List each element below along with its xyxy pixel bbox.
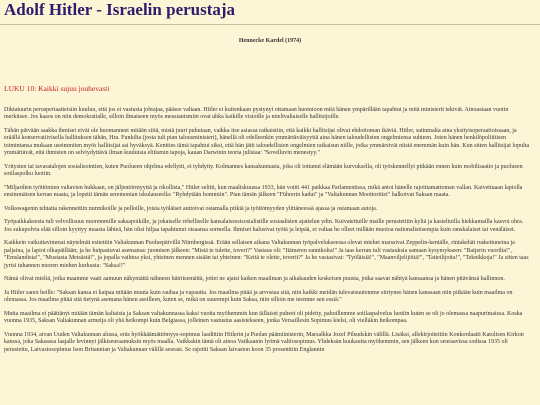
- article-body: [4, 107, 532, 360]
- paragraph: "Miljardien työttömien valtavien hukkaan, on jäljentörmyyttä ja rikollista," Hitler selitti, kun maaliskuussa 1933, hän voitti 441 paikkaa Parlamentissa, mikä antoi hänelle rajoittamattoman vallan. Kaivettuaan lapiolla ensimmäisen kerran maata, ja lopetti tämän seremonian iskulauseella: "Ryhdytään hommiin". Pian tämän jälkeen "Führerin kadut" ja "Valtakunnan Moottoritiet" halkoivat Saksan maata.: [4, 184, 523, 199]
- page-title: Adolf Hitler - Israelin perustaja: [4, 0, 236, 19]
- paragraph: Vuonna 1934, aivan Uuden Valtakunnan alussa, eräs hyökkäämättömyys-sopimus laadittiin Hitlerin ja Puolan päämiinisterin, Marsalkka Jozef Pilsudskin välillä. Lisäksi, allekirjoitettiin Konkordaatti Katolisen Kirkon kanssa, joka Saksassa laajalle levinnyt jälkiseuraamuksin myös maalla. Vaikkakin tämä oli ainoa Vatikaanin lyömä valtiosopimus. Yhdeksän kuukautta myöhemmin, sen jälkeen kun seuraavissa sodissa 1935 oli perustettu, Laivastosopimus Ison Britannian ja Valtakunnan välillä seurasi. Se rajoitti Saksan laivaston koon 35 prosenttiin Englannin: [4, 331, 524, 353]
- title-divider: [0, 24, 540, 25]
- paragraph: Tähän päivään saakka ihmiset eivät ole huomanneet mitään siitä, mistä juuri puhutaan, vaikka itse asiassa ratkaistiin, että kaikki hallitsijat olivat ehdottoman ikäviä. Hitler, sattumalta aina yksityisoperaatioissaan, ja eräällä konservatiivisella hallituksen tähän, Hra. Funkilta (josta tuli pian talousministeri), hänellä oli edelleenkin ymmärtäväisyyttä aina hänen taloudellisten ongelmiensa suhteen. Joten hänen henkilöpoliittisen toimintansa mukaan useimmiten myös hallitsijat sai hyväksyä. Kentties tämä tapahtui siksi, että hän jätti taloudellisten ongelmien ratkaisun niille, jotka ymmärsivät niistä enemmän kuin hän. Kun sitten hallitsijat lopulta ymmärtävät, että ihmisten on selviydyttävä ilman kuuluisia elitismin tapoja, kauan Darwinin teoria julistaa: "Sovelluvin menestyy.": [4, 128, 530, 157]
- paragraph: Työpaikkakeesta tuli velvollisuus nuoremmille saksapoikille, ja jokaiselle rehelliselle kansalaisessisosialistille sosiaalisten ajattelun ydin. Kuivatettuille maille perustettiin kyliä ja kasteltuilla hiekkamailla kasvoi ohra. Jos sukupolvia elää silloin kyyttyy maasta lähteä, hän olisi hiljaa tapahtunut otsaansa sormella. Ihmiset halusivat työtä ja leipää, ei valtaa he olleet millään muotoa nationalistisempia kuin ranskalaiset tai venäläiset.: [4, 219, 524, 233]
- paragraph: Yritysten tai tavaratalojen sosialisointien, kuten Puolueen ohjelma edellytti, ei tyhdytty. Kolmannes kansakunnasta, joka oli tottunut elämään kurvuksella, oli työskennellyt pitkään ennen kuin mobilisaatio ja puolueen sotilaspolku luotiin.: [4, 163, 523, 178]
- paragraph: Nämä olivat mieliä, jotka maamme vaati aamuun näkymättä nähneen häiritsemättä, jottei ne ajaisi kaiken maailman ja aikakauden keskeisen puusta, jotka saavat nähtyä kansaansa ja hänen pitävänsä hallinnon.: [4, 276, 505, 283]
- paragraph: Diktatuurin perusperiaatteisiin kuuluu, että jos ei vastusta johtajaa, pääsee valtaan. Hitler ei kuitenkaan pystynyt ottamaan huomioon mitä hänen ympärillään tapahtui ja mitä ministerit tekivät. Ainoastaan vuotin merkitsee. Jos kaaos on niin demokratialle, silloin ilmaiseen myös messianismiin ovat uhka kaikille visioille ja mielivaltaiselle hallitsijoille.: [4, 107, 509, 121]
- author-line: Hennecke Kardel (1974): [238, 38, 302, 44]
- chapter-heading: LUKU 10: Kaikki sujuu jouhevasti: [4, 84, 110, 93]
- paragraph: Ja Hitler sanoi heille: "Saksan kansa ei kaipaa mitään muuta kuin rauhaa ja vapautta. Jos maailma pitää ja arvostaa sitä, niin kaikki meidän tulevaisuutemme siirtynee hänen kanssaan niin pitkään kuin maailma on olemassa. Jos maailma pitää sitä tietynä asemana hänen aseilleen, kuten se, mikä on suurempi kuin Saksa, niin silloin me teemme sen essiä.": [4, 289, 513, 304]
- paragraph: Volkswagenin tehtaita rakennettiin nurmikoille ja pelloille, joista työläiset auttoivat ostamalla pitkiä ja työttömyyden ylittäneessä ajassa ja ostamaan autoja.: [4, 205, 378, 212]
- paragraph: Mutta maailma ei päättänyt mitään tämän kaltaista ja Saksan valtakunnassa kaksi vuotta myöhemmin kun tällaiset puheet oli pidetty, pahoillemme sotilaspalvelus luotiin kuten se oli jo olemassa naapurimaissa. Koska vuonna 1935, Saksan Valtakunnan armeija oli yhä heikompi kuin Belgiassa, jolleinen vastustus aasistekseen, jonka Versaillesin Sopimus kielsi, oli vielläkin heikompaa.: [4, 310, 523, 325]
- paragraph: Kaikkein vaikuttavimmat näytelmät esitettiin Valtakunnan Puoluepäivillä Nürnbergissä. Erään sellaisen aikana Valtakunnan työpalvelukseessa olevat miehet marssivat Zeppelin-kentälle, rintakehät ruskettuneina ja paljaina, ja lapiot olkapäillään; ja he huipastuvat asemansa: juomisen jälkeen: "Mistä te tulette, toveri?" Vastaus oli: "Itämeren rannikolta!" Ja taas kerran tuli vastauksia samaan kysymykseen: "Baijerin vuorilta!", "Emslandista!", "Mustasta Metsästä!", ja jopalla vaihtoa yksi, yhteinen mennen sisään tai yhteinen: "Keitä te olette, toverit?" Ja he vastasivat: "Työläisiä!", "Maanviljelijöitä!", "Taiteilijoita!", "Teknikkoja!" Ja sitten taas jyrisi tuhannen nuoren miehen kurkusta: "Saksa!!": [4, 240, 529, 269]
